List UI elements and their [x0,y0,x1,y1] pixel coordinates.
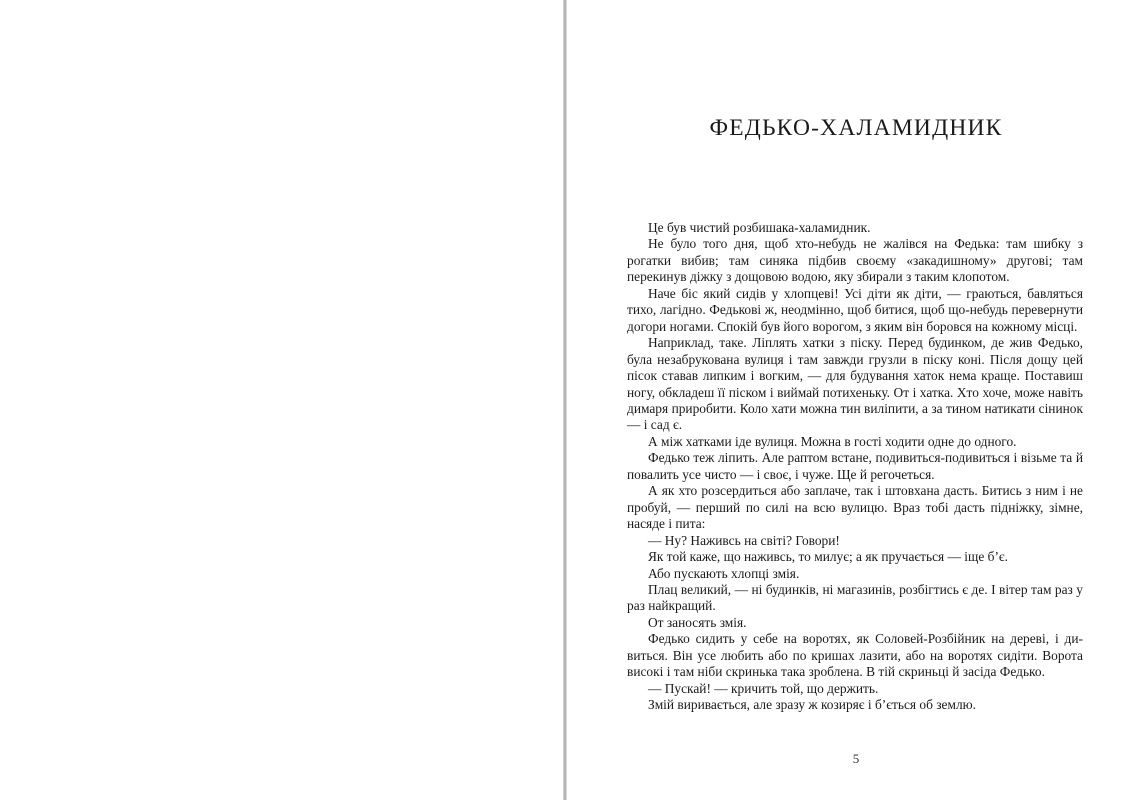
paragraph: Або пускають хлопці змія. [648,565,800,581]
paragraph: Плац великий, — ні будинків, ні магазинів, розбігтись є де. І вітер там раз у раз найкращий. [627,581,1083,614]
chapter-title: ФЕДЬКО-ХАЛАМИДНИК [709,115,1003,141]
page-number: 5 [852,751,860,766]
paragraph: А як хто розсердиться або заплаче, так і штовхана дасть. Битись з ним і не пробуй, — перший по силі на всю вулицю. Враз тобі дасть підніжку, зімне, насяде і пита: [627,483,1083,532]
left-page-blank [0,0,563,800]
paragraph: Це був чистий розбишака-халамидник. [648,220,871,235]
paragraph: Наче біс який сидів у хлопцеві! Усі діти як діти, — граються, бавляться тихо, лагідно. Федькові ж, неодмінно, щоб битися, щоб що-небудь перевернути догори ногами. Спокій був його ворогом, з яким він боровся на кожному місці. [627,285,1083,334]
paragraph: От заносять змія. [648,614,747,630]
paragraph: Федько сидить у себе на воротях, як Соловей-Розбійник на дереві, і дивиться. Він усе любить або по кришах лазити, або на воротях сидіти. Ворота високі і там ніби скринька така зроблена. В тій скриньці й засіда Федько. [627,631,1083,680]
paragraph: Наприклад, таке. Ліплять хатки з піску. Перед будинком, де жив Федько, була незабрукована вулиця і там завжди грузли в піску коні. Після дощу цей пісок ставав липким і вогким, — для будування хаток нема краще. Поставиш ногу, обкладеш її піском і виймай потихеньку. От і хатка. Хто хоче, може навіть димаря приробити. Коло хати можна тин виліпити, а за тином натикати сінинок — і сад є. [627,335,1083,433]
chapter-body [627,220,1083,714]
right-page [567,0,1130,800]
paragraph: — Ну? Наживсь на світі? Говори! [648,532,840,548]
paragraph: — Пускай! — кричить той, що держить. [648,680,879,696]
paragraph: Федько теж ліпить. Але раптом встане, подивиться-подивиться і візьме та й повалить усе чисто — і своє, і чуже. Ще й регочеться. [627,450,1083,482]
paragraph: Змій виривається, але зразу ж козиряє і б’ється об землю. [648,697,976,713]
paragraph: А між хатками іде вулиця. Можна в гості ходити одне до одного. [648,433,1017,449]
paragraph: Не було того дня, щоб хто-небудь не жалівся на Федька: там шибку з рогатки вибив; там синяка підбив своєму «закадишному» другові; там перекинув діжку з дощовою водою, яку збирали з таким клопотом. [627,236,1083,285]
paragraph: Як той каже, що наживсь, то милує; а як пручається — іще б’є. [648,549,1008,565]
